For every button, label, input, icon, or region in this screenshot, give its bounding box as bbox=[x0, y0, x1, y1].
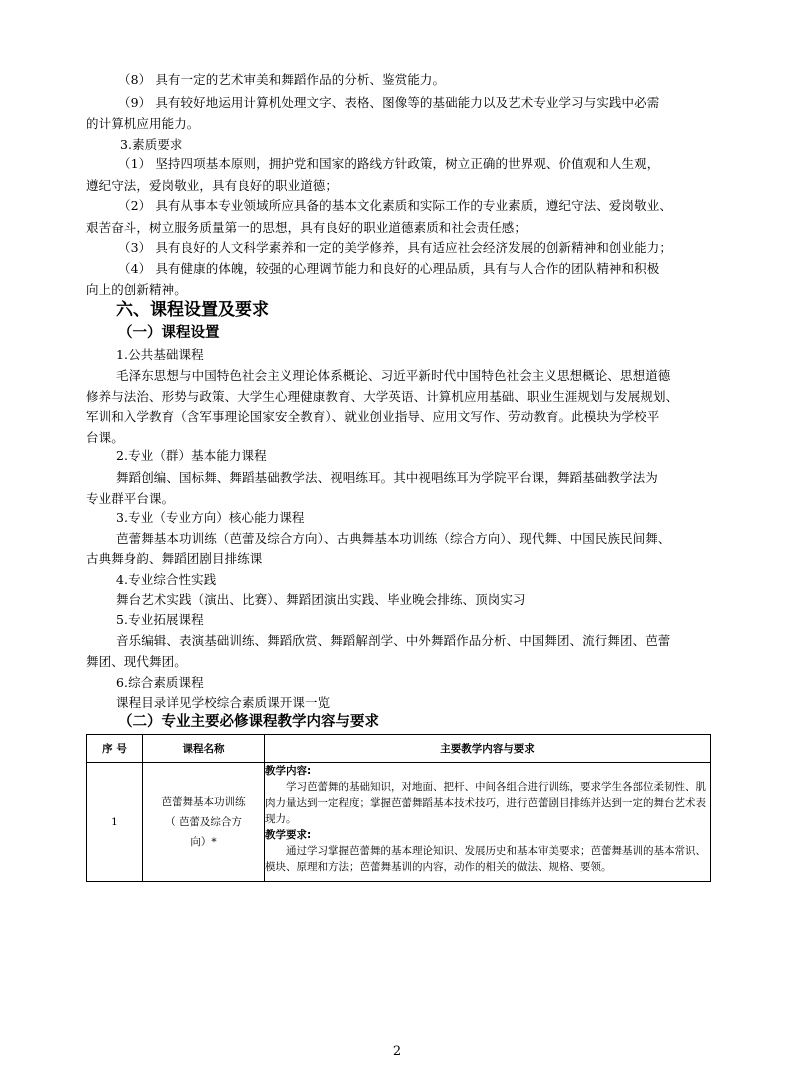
quality-requirements-heading: 3.素质要求 bbox=[120, 137, 183, 152]
course-category-6: 6.综合素质课程 bbox=[116, 675, 204, 690]
quality-item-1-cont: 遵纪守法，爱岗敬业，具有良好的职业道德； bbox=[86, 178, 339, 193]
course-category-2: 2.专业（群）基本能力课程 bbox=[116, 448, 267, 463]
quality-item-2: （2） 具有从事本专业领域所应具备的基本文化素质和实际工作的专业素质，遵纪守法、爱岗敬业、 bbox=[118, 198, 672, 213]
course-category-1-text-cont3: 台课。 bbox=[86, 430, 124, 445]
quality-item-3: （3） 具有良好的人文科学素养和一定的美学修养，具有适应社会经济发展的创新精神和创业能力； bbox=[118, 240, 672, 255]
ability-item-9: （9） 具有较好地运用计算机处理文字、表格、图像等的基础能力以及艺术专业学习与实践中必需 bbox=[118, 95, 660, 110]
ability-item-8: （8） 具有一定的艺术审美和舞蹈作品的分析、鉴赏能力。 bbox=[118, 72, 446, 87]
requirements-text: 通过学习掌握芭蕾舞的基本理论知识、发展历史和基本审美要求；芭蕾舞基训的基本常识、模块、原理和方法；芭蕾舞基训的内容，动作的相关的做法、规格、要领。 bbox=[265, 845, 706, 873]
table-row bbox=[87, 763, 711, 882]
course-category-1-text-cont2: 军训和入学教育（含军事理论国家安全教育）、就业创业指导、应用文写作、劳动教育。此模块为学校平 bbox=[86, 409, 660, 424]
quality-item-4: （4） 具有健康的体魄，较强的心理调节能力和良好的心理品质，具有与人合作的团队精神和积极 bbox=[118, 261, 660, 276]
course-category-3-text-cont: 古典舞身韵、舞蹈团剧目排练课 bbox=[86, 551, 263, 566]
course-category-1: 1.公共基础课程 bbox=[116, 347, 204, 362]
table-header-row bbox=[87, 735, 711, 763]
ability-item-9-cont: 的计算机应用能力。 bbox=[86, 116, 200, 131]
page-number: 2 bbox=[392, 1044, 402, 1059]
header-content: 主要教学内容与要求 bbox=[265, 735, 711, 763]
subsection-heading-course-setup: （一）课程设置 bbox=[118, 325, 220, 341]
course-category-3-text: 芭蕾舞基本功训练（芭蕾及综合方向）、古典舞基本功训练（综合方向）、现代舞、中国民族民间舞、 bbox=[116, 531, 671, 546]
row-number: 1 bbox=[87, 763, 143, 882]
course-category-2-text: 舞蹈创编、国标舞、舞蹈基础教学法、视唱练耳。其中视唱练耳为学院平台课，舞蹈基础教学法为 bbox=[116, 470, 658, 485]
course-category-3: 3.专业（专业方向）核心能力课程 bbox=[116, 510, 305, 525]
requirements-heading: 教学要求: bbox=[265, 829, 312, 841]
course-name-line: 向）* bbox=[190, 836, 217, 848]
course-category-5: 5.专业拓展课程 bbox=[116, 612, 204, 627]
course-category-2-text-cont: 专业群平台课。 bbox=[86, 491, 175, 506]
subsection-heading-required-courses: （二）专业主要必修课程教学内容与要求 bbox=[118, 714, 379, 730]
course-category-1-text: 毛泽东思想与中国特色社会主义理论体系概论、习近平新时代中国特色社会主义思想概论、思想道德 bbox=[116, 368, 671, 383]
header-course-name: 课程名称 bbox=[143, 735, 265, 763]
quality-item-2-cont: 艰苦奋斗，树立服务质量第一的思想，具有良好的职业道德素质和社会责任感； bbox=[86, 220, 528, 235]
content-text: 学习芭蕾舞的基础知识，对地面、把杆、中间各组合进行训练，要求学生各部位柔韧性、肌肉力量达到一定程度；掌握芭蕾舞蹈基本技术技巧，进行芭蕾剧目排练并达到一定的舞台艺术表现力。 bbox=[265, 781, 706, 825]
course-content-cell bbox=[265, 763, 711, 882]
course-category-6-text: 课程目录详见学校综合素质课开课一览 bbox=[116, 695, 331, 710]
course-category-5-text-cont: 舞团、现代舞团。 bbox=[86, 654, 187, 669]
course-category-5-text: 音乐编辑、表演基础训练、舞蹈欣赏、舞蹈解剖学、中外舞蹈作品分析、中国舞团、流行舞团、芭蕾 bbox=[116, 633, 671, 648]
header-number: 序 号 bbox=[87, 735, 143, 763]
section-heading-curriculum: 六、课程设置及要求 bbox=[116, 300, 269, 320]
course-category-4-text: 舞台艺术实践（演出、比赛）、舞蹈团演出实践、毕业晚会排练、顶岗实习 bbox=[116, 592, 526, 607]
required-courses-table bbox=[86, 734, 711, 882]
course-name-line: （ 芭蕾及综合方 bbox=[165, 816, 242, 828]
quality-item-1: （1） 坚持四项基本原则，拥护党和国家的路线方针政策，树立正确的世界观、价值观和人生观， bbox=[118, 156, 660, 171]
course-category-1-text-cont1: 修养与法治、形势与政策、大学生心理健康教育、大学英语、计算机应用基础、职业生涯规划与发展规划、 bbox=[86, 389, 679, 404]
course-name-cell bbox=[143, 763, 265, 882]
course-category-4: 4.专业综合性实践 bbox=[116, 572, 217, 587]
content-heading: 教学内容: bbox=[265, 765, 312, 777]
quality-item-4-cont: 向上的创新精神。 bbox=[86, 282, 187, 297]
course-name-line: 芭蕾舞基本功训练 bbox=[161, 796, 246, 808]
